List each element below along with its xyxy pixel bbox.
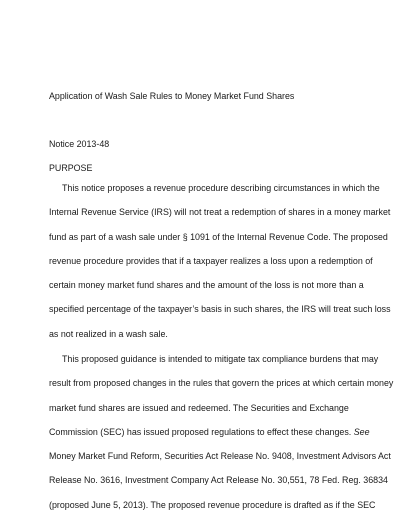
paragraph-line: Release No. 3616, Investment Company Act Release No. 30,551, 78 Fed. Reg. 36834	[49, 475, 388, 486]
notice-number: Notice 2013-48	[49, 139, 110, 149]
paragraph-line: market fund shares are issued and redeemed. The Securities and Exchange	[49, 402, 349, 413]
paragraph-line: specified percentage of the taxpayer’s basis in such shares, the IRS will treat such loss	[49, 304, 391, 315]
document-title: Application of Wash Sale Rules to Money Market Fund Shares	[49, 91, 295, 101]
paragraph-line: revenue procedure provides that if a taxpayer realizes a loss upon a redemption of	[49, 255, 373, 266]
paragraph-line: certain money market fund shares and the amount of the loss is not more than a	[49, 280, 364, 291]
citation-signal-see: See	[353, 426, 370, 437]
paragraph-line: (proposed June 5, 2013). The proposed revenue procedure is drafted as if the SEC	[49, 499, 376, 510]
paragraph-line: Money Market Fund Reform, Securities Act Release No. 9408, Investment Advisors Act	[49, 451, 391, 462]
paragraph-line: as not realized in a wash sale.	[49, 328, 168, 339]
paragraph-line: Internal Revenue Service (IRS) will not treat a redemption of shares in a money market	[49, 207, 391, 218]
purpose-paragraph-2	[49, 347, 394, 517]
paragraph-line-text: Commission (SEC) has issued proposed regulations to effect these changes.	[49, 426, 354, 437]
paragraph-line: result from proposed changes in the rules that govern the prices at which certain money	[49, 378, 394, 389]
paragraph-line: fund as part of a wash sale under § 1091 of the Internal Revenue Code. The proposed	[49, 231, 388, 242]
paragraph-line: This proposed guidance is intended to mitigate tax compliance burdens that may	[62, 354, 379, 364]
paragraph-line: This notice proposes a revenue procedure describing circumstances in which the	[62, 183, 380, 193]
section-heading: PURPOSE	[49, 163, 93, 173]
paragraph-line-with-citation-signal	[49, 420, 370, 444]
purpose-paragraph-1	[49, 176, 391, 346]
